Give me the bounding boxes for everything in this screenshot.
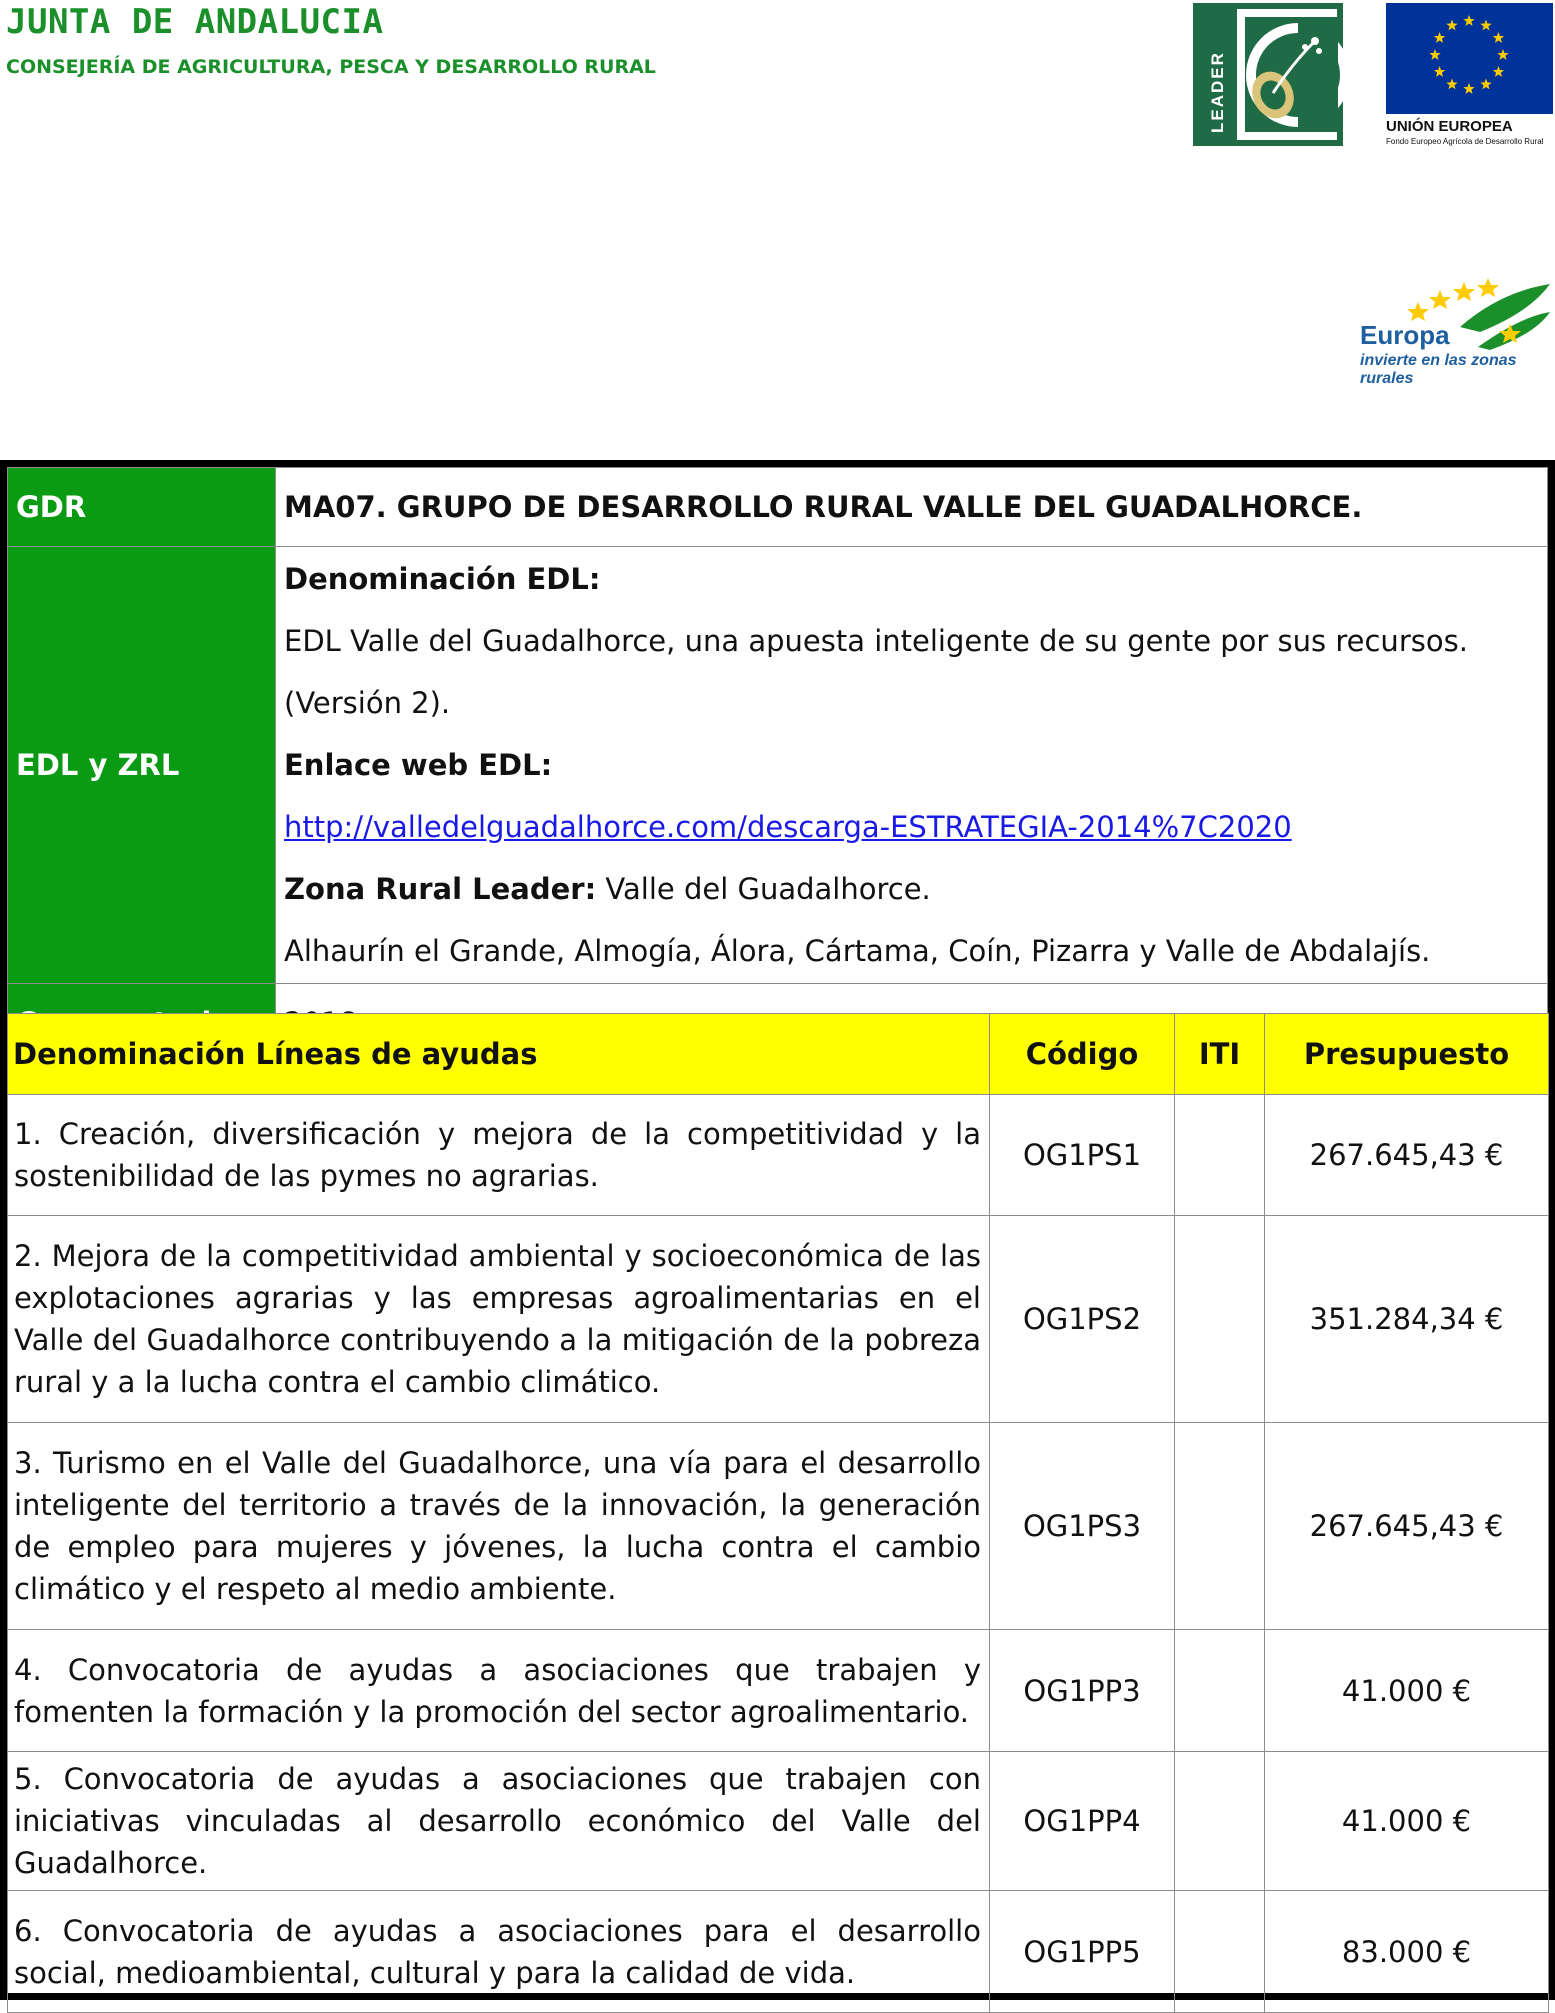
row-presupuesto: 267.645,43 € <box>1265 1423 1549 1630</box>
gdr-label: GDR <box>8 468 276 547</box>
edl-name-label: Denominación EDL: <box>284 562 601 596</box>
row-iti <box>1175 1216 1265 1423</box>
row-codigo: OG1PP3 <box>990 1630 1175 1752</box>
row-iti <box>1175 1095 1265 1216</box>
edl-link-label: Enlace web EDL: <box>284 748 553 782</box>
row-codigo: OG1PS3 <box>990 1423 1175 1630</box>
row-description: 6. Convocatoria de ayudas a asociaciones para el desarrollo social, medioambiental, cultural y para la calidad de vida. <box>8 1891 990 2013</box>
europa-word: Europa <box>1360 320 1450 350</box>
eu-flag <box>1386 3 1553 114</box>
row-presupuesto: 41.000 € <box>1265 1630 1549 1752</box>
municipios-list: Alhaurín el Grande, Almogía, Álora, Cártama, Coín, Pizarra y Valle de Abdalajís. <box>284 934 1431 968</box>
row-codigo: OG1PP5 <box>990 1891 1175 2013</box>
consejeria-subtitle: CONSEJERÍA DE AGRICULTURA, PESCA Y DESARROLLO RURAL <box>6 56 656 78</box>
edl-web-link[interactable]: http://valledelguadalhorce.com/descarga-ESTRATEGIA-2014%7C2020 <box>284 810 1292 844</box>
row-presupuesto: 267.645,43 € <box>1265 1095 1549 1216</box>
table-row <box>8 1752 1549 1891</box>
row-codigo: OG1PS2 <box>990 1216 1175 1423</box>
edl-row <box>8 547 1548 984</box>
row-iti <box>1175 1630 1265 1752</box>
eu-subtitle: Fondo Europeo Agrícola de Desarrollo Rural <box>1386 137 1544 146</box>
col-header-iti: ITI <box>1175 1014 1265 1095</box>
europa-tagline: invierte en las zonas rurales <box>1360 352 1517 387</box>
zona-label: Zona Rural Leader: <box>284 872 597 906</box>
row-description: 3. Turismo en el Valle del Guadalhorce, una vía para el desarrollo inteligente del territorio a través de la innovación, la generación de empleo para mujeres y jóvenes, la lucha contra el cambio climático y el respeto al medio ambiente. <box>8 1423 990 1630</box>
row-presupuesto: 83.000 € <box>1265 1891 1549 2013</box>
aid-lines-table <box>7 1013 1549 2013</box>
row-codigo: OG1PP4 <box>990 1752 1175 1891</box>
col-header-denominacion: Denominación Líneas de ayudas <box>8 1014 990 1095</box>
table-header-row <box>8 1014 1549 1095</box>
leader-logo <box>1193 3 1343 146</box>
row-presupuesto: 351.284,34 € <box>1265 1216 1549 1423</box>
table-row <box>8 1216 1549 1423</box>
row-description: 4. Convocatoria de ayudas a asociaciones que trabajen y fomenten la formación y la promoción del sector agroalimentario. <box>8 1630 990 1752</box>
row-iti <box>1175 1423 1265 1630</box>
edl-name-value: EDL Valle del Guadalhorce, una apuesta inteligente de su gente por sus recursos. (Versión 2). <box>284 624 1468 720</box>
zona-value: Valle del Guadalhorce. <box>596 872 931 906</box>
gdr-row <box>8 468 1548 547</box>
table-row <box>8 1095 1549 1216</box>
gdr-value: MA07. GRUPO DE DESARROLLO RURAL VALLE DEL GUADALHORCE. <box>276 468 1548 547</box>
col-header-codigo: Código <box>990 1014 1175 1095</box>
gdr-info-table <box>7 467 1548 1063</box>
row-iti <box>1175 1891 1265 2013</box>
table-row <box>8 1423 1549 1630</box>
eu-title: UNIÓN EUROPEA <box>1386 118 1513 135</box>
zona-rural-line <box>284 858 1546 920</box>
table-row <box>8 1630 1549 1752</box>
col-header-presupuesto: Presupuesto <box>1265 1014 1549 1095</box>
row-presupuesto: 41.000 € <box>1265 1752 1549 1891</box>
leader-label: LEADER <box>1208 51 1227 133</box>
row-description: 1. Creación, diversificación y mejora de la competitividad y la sostenibilidad de las pymes no agrarias. <box>8 1095 990 1216</box>
edl-value-cell <box>276 547 1548 984</box>
row-iti <box>1175 1752 1265 1891</box>
row-description: 5. Convocatoria de ayudas a asociaciones que trabajen con iniciativas vinculadas al desarrollo económico del Valle del Guadalhorce. <box>8 1752 990 1891</box>
row-codigo: OG1PS1 <box>990 1095 1175 1216</box>
junta-andalucia-title: JUNTA DE ANDALUCIA <box>6 2 384 42</box>
table-row <box>8 1891 1549 2013</box>
edl-label: EDL y ZRL <box>8 547 276 984</box>
row-description: 2. Mejora de la competitividad ambiental y socioeconómica de las explotaciones agrarias y las empresas agroalimentarias en el Valle del Guadalhorce contribuyendo a la mitigación de la pobreza rural y a la lucha contra el cambio climático. <box>8 1216 990 1423</box>
